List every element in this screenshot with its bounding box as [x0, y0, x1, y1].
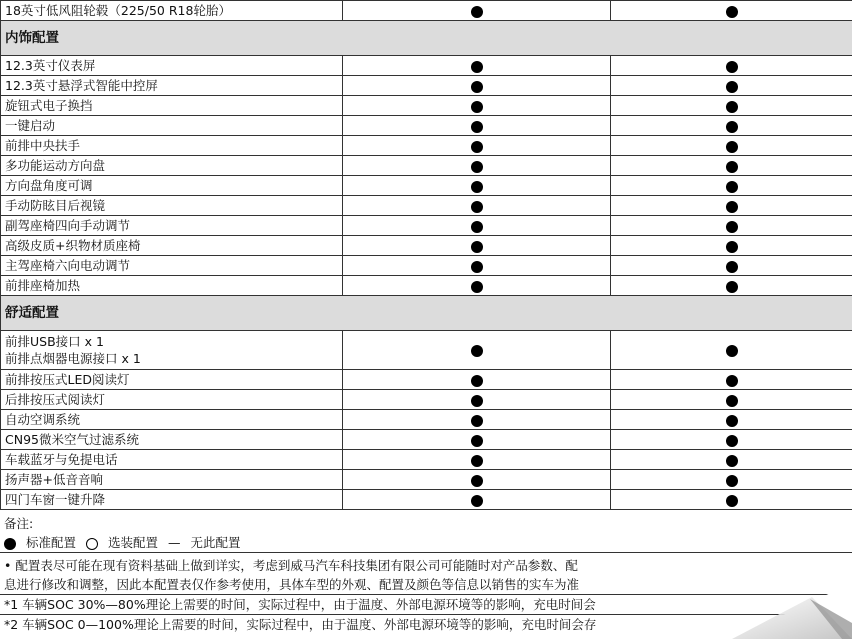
standard-dot-icon: [4, 538, 16, 550]
page-curl-graphic: [692, 583, 852, 639]
standard-dot-icon: [471, 201, 483, 213]
table-row: [1, 370, 852, 390]
standard-dot-icon: [726, 61, 738, 73]
feature-label: 副驾座椅四向手动调节: [1, 216, 343, 236]
table-row: [1, 236, 852, 256]
standard-dot-icon: [471, 395, 483, 407]
table-row: [1, 136, 852, 156]
table-row: [1, 470, 852, 490]
standard-dot-icon: [726, 475, 738, 487]
feature-label: 手动防眩目后视镜: [1, 196, 343, 216]
standard-dot-icon: [726, 81, 738, 93]
standard-dot-icon: [726, 435, 738, 447]
standard-dot-icon: [726, 181, 738, 193]
none-dash-icon: —: [167, 535, 181, 550]
standard-dot-icon: [726, 101, 738, 113]
standard-dot-icon: [726, 221, 738, 233]
feature-label: 多功能运动方向盘: [1, 156, 343, 176]
standard-dot-icon: [471, 281, 483, 293]
table-row: [1, 276, 852, 296]
table-row: [1, 96, 852, 116]
standard-dot-icon: [471, 435, 483, 447]
feature-label: 四门车窗一键升降: [1, 490, 343, 510]
section-header-comfort: 舒适配置: [1, 296, 852, 331]
standard-dot-icon: [471, 181, 483, 193]
feature-label: 12.3英寸悬浮式智能中控屏: [1, 76, 343, 96]
disclaimer-line-2: 息进行修改和调整，因此本配置表仅作参考使用，具体车型的外观、配置及颜色等信息以销售的实车为准: [0, 575, 852, 595]
optional-ring-icon: [86, 538, 98, 550]
standard-dot-icon: [471, 101, 483, 113]
standard-dot-icon: [471, 415, 483, 427]
table-row: [1, 390, 852, 410]
standard-dot-icon: [471, 475, 483, 487]
table-row: [1, 430, 852, 450]
standard-dot-icon: [471, 455, 483, 467]
standard-dot-icon: [726, 201, 738, 213]
table-row: [1, 176, 852, 196]
feature-label: 主驾座椅六向电动调节: [1, 256, 343, 276]
standard-dot-icon: [471, 121, 483, 133]
table-row: [1, 196, 852, 216]
feature-label: CN95微米空气过滤系统: [1, 430, 343, 450]
table-row: [1, 156, 852, 176]
table-row: [1, 76, 852, 96]
standard-dot-icon: [471, 141, 483, 153]
standard-dot-icon: [471, 61, 483, 73]
table-row: [1, 331, 852, 370]
feature-label: 自动空调系统: [1, 410, 343, 430]
standard-dot-icon: [726, 121, 738, 133]
disclaimer-line-1: • 配置表尽可能在现有资料基础上做到详实，考虑到威马汽车科技集团有限公司可能随时对产品参数、配: [4, 558, 578, 573]
feature-label: 前排座椅加热: [1, 276, 343, 296]
standard-dot-icon: [471, 6, 483, 18]
table-row: [1, 56, 852, 76]
table-row: [1, 1, 852, 21]
standard-dot-icon: [726, 261, 738, 273]
standard-dot-icon: [726, 161, 738, 173]
standard-dot-icon: [726, 345, 738, 357]
footnote-1: *1 车辆SOC 30%—80%理论上需要的时间，实际过程中，由于温度、外部电源环境等的影响，充电时间会: [0, 595, 852, 615]
feature-label: 一键启动: [1, 116, 343, 136]
feature-label: 高级皮质+织物材质座椅: [1, 236, 343, 256]
table-row: [1, 216, 852, 236]
standard-dot-icon: [726, 6, 738, 18]
standard-dot-icon: [471, 261, 483, 273]
standard-dot-icon: [471, 161, 483, 173]
standard-dot-icon: [471, 221, 483, 233]
feature-label: 前排按压式LED阅读灯: [1, 370, 343, 390]
legend-none: 无此配置: [190, 535, 241, 550]
standard-dot-icon: [726, 455, 738, 467]
standard-dot-icon: [471, 81, 483, 93]
standard-dot-icon: [726, 141, 738, 153]
feature-label: 12.3英寸仪表屏: [1, 56, 343, 76]
table-row: [1, 490, 852, 510]
standard-dot-icon: [726, 495, 738, 507]
table-row: [1, 256, 852, 276]
feature-label: 车载蓝牙与免提电话: [1, 450, 343, 470]
standard-dot-icon: [726, 415, 738, 427]
feature-label: 方向盘角度可调: [1, 176, 343, 196]
standard-dot-icon: [726, 241, 738, 253]
table-row: [1, 116, 852, 136]
feature-label: 后排按压式阅读灯: [1, 390, 343, 410]
standard-dot-icon: [471, 241, 483, 253]
feature-label: 18英寸低风阻轮毂（225/50 R18轮胎）: [1, 1, 343, 21]
feature-label: 旋钮式电子换挡: [1, 96, 343, 116]
legend-optional: 选装配置: [107, 535, 158, 550]
standard-dot-icon: [471, 345, 483, 357]
remark-label: 备注:: [4, 516, 34, 531]
table-row: [1, 410, 852, 430]
standard-dot-icon: [726, 375, 738, 387]
feature-label: 扬声器+低音音响: [1, 470, 343, 490]
table-row: [1, 450, 852, 470]
standard-dot-icon: [726, 395, 738, 407]
section-header-interior: 内饰配置: [1, 21, 852, 56]
feature-label: 前排中央扶手: [1, 136, 343, 156]
standard-dot-icon: [471, 375, 483, 387]
standard-dot-icon: [471, 495, 483, 507]
legend-standard: 标准配置: [25, 535, 76, 550]
feature-label: 前排USB接口 x 1 前排点烟器电源接口 x 1: [1, 331, 343, 370]
legend: [0, 533, 852, 553]
standard-dot-icon: [726, 281, 738, 293]
footnote-2: *2 车辆SOC 0—100%理论上需要的时间，实际过程中，由于温度、外部电源环境等的影响，充电时间会存: [4, 617, 597, 632]
